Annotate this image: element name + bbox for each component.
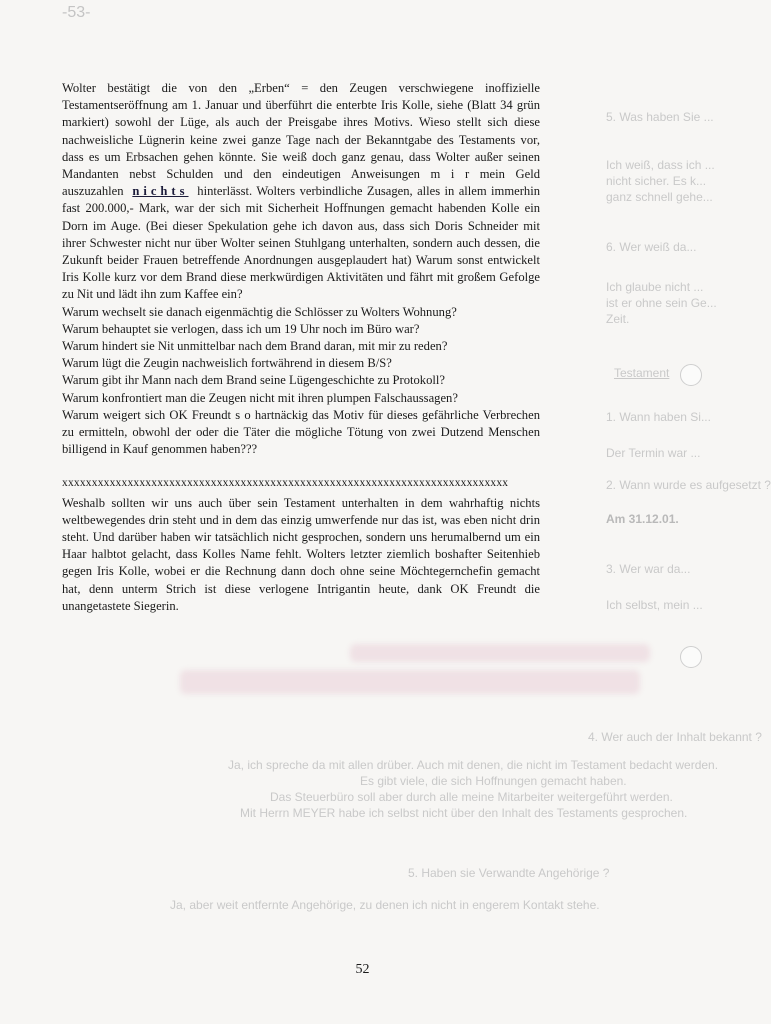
bleed-q5-answer-3: ganz schnell gehe... [606, 190, 713, 204]
bleed-q6: 6. Wer weiß da... [606, 240, 697, 254]
bleed-smudge-1 [350, 644, 650, 662]
main-text [62, 80, 540, 615]
bleed-q5: 5. Was haben Sie ... [606, 110, 714, 124]
bleed-t5-answer: Ja, aber weit entfernte Angehörige, zu denen ich nicht in engerem Kontakt stehe. [170, 898, 600, 912]
bleed-q6-answer-3: Zeit. [606, 312, 630, 326]
bleed-t4-answer-1: Ja, ich spreche da mit allen drüber. Auch mit denen, die nicht im Testament bedacht werden. [228, 758, 719, 772]
page-number: 52 [355, 962, 370, 977]
question-5: Warum gibt ihr Mann nach dem Brand seine Lügengeschichte zu Protokoll? [62, 373, 445, 388]
paragraph-1-part-1: Wolter bestätigt die von den „Erben“ = den Zeugen verschwiegene inoffizielle Testamentseröffnung am 1. Januar und überführt die enterbte Iris Kolle, siehe (Blatt 34 grün markiert) sowohl der Lüge, als auch der Preisgabe ihres Motivs. Wieso stellt sich diese nachweisliche Lügnerin keine zwei ganze Tage nach der Bekanntgabe des Testaments vor, dass es um Erbsachen gehen könnte. Sie weiß doch ganz genau, dass Wolter außer seinen Mandanten nebst Schulden und den eindeutigen Anweisungen m i r mein Geld auszuzahlen [62, 81, 540, 199]
bleed-t5: 5. Haben sie Verwandte Angehörige ? [408, 866, 610, 880]
question-4: Warum lügt die Zeugin nachweislich fortwährend in diesem B/S? [62, 356, 392, 371]
bleed-t4-answer-3: Das Steuerbüro soll aber durch alle meine Mitarbeiter weitergeführt werden. [270, 790, 673, 804]
question-3: Warum hindert sie Nit unmittelbar nach dem Brand daran, mit mir zu reden? [62, 339, 448, 354]
bleed-q5-answer-2: nicht sicher. Es k... [606, 174, 707, 188]
paragraph-1 [62, 80, 540, 304]
punch-hole-icon [680, 646, 702, 668]
punch-hole-icon [680, 364, 702, 386]
bleed-t3: 3. Wer war da... [606, 562, 691, 576]
question-2: Warum behauptet sie verlogen, dass ich um 19 Uhr noch im Büro war? [62, 321, 420, 336]
bleed-t4-answer-4: Mit Herrn MEYER habe ich selbst nicht über den Inhalt des Testaments gesprochen. [240, 806, 688, 820]
bleed-corner-mark: -53- [62, 4, 91, 21]
bleed-t1-answer: Der Termin war ... [606, 446, 701, 460]
question-last: Warum weigert sich OK Freundt s o hartnäckig das Motiv für dieses gefährliche Verbrechen zu ermitteln, obwohl der oder die Täter die mögliche Tötung von zwei Dutzend Menschen billigend in Kauf genommen haben??? [62, 407, 540, 457]
bleed-q6-answer-2: ist er ohne sein Ge... [606, 296, 717, 310]
bleed-smudge-2 [180, 670, 640, 694]
bleed-t2: 2. Wann wurde es aufgesetzt ? [606, 478, 771, 492]
emphasis-nichts: nichts [132, 184, 189, 199]
bleed-t4: 4. Wer auch der Inhalt bekannt ? [588, 730, 762, 744]
bleed-t2-answer: Am 31.12.01. [606, 512, 679, 526]
bleed-q6-answer-1: Ich glaube nicht ... [606, 280, 704, 294]
bleed-q5-answer-1: Ich weiß, dass ich ... [606, 158, 715, 172]
paragraph-2: Weshalb sollten wir uns auch über sein Testament unterhalten in dem wahrhaftig nichts weltbewegendes drin steht und in dem das einzig umwerfende nur das ist, was eben nicht drin steht. Und darüber haben wir tatsächlich nicht gesprochen, sondern uns herumalbernd um ein Haar halbtot gelacht, dass Kolles Name fehlt. Wolters letzter ziemlich boshafter Seitenhieb gegen Iris Kolle, wobei er die Rechnung dann doch ohne seine Möchtegernchefin gemacht hat, denn unterm Strich ist diese verlogene Intrigantin heute, dank OK Freundt die unangetastete Siegerin. [62, 495, 540, 613]
paragraph-1-part-2: hinterlässt. Wolters verbindliche Zusagen, alles in allem immerhin fast 200.000,- Mark, war der sich mit Sicherheit Hoffnungen gemacht habenden Kolle ein Dorn im Auge. (Bei dieser Spekulation gehe ich davon aus, dass sich Doris Schneider mit ihrer Schwester nicht nur über Wolter seinen Stuhlgang unterhalten, sondern auch dessen, die Zukunft beider Frauen betreffende Anordnungen ausgeplaudert hat) Warum sonst entwickelt Iris Kolle kurz vor dem Brand diese merkwürdigen Aktivitäten und fährt mit großem Gefolge zu Nit und lädt ihn zum Kaffee ein? [62, 184, 541, 302]
question-6: Warum konfrontiert man die Zeugen nicht mit ihren plumpen Falschaussagen? [62, 390, 458, 405]
bleed-t4-answer-2: Es gibt viele, die sich Hoffnungen gemacht haben. [360, 774, 627, 788]
bleed-section: Testament [614, 366, 670, 380]
question-1: Warum wechselt sie danach eigenmächtig die Schlösser zu Wolters Wohnung? [62, 304, 457, 319]
bleed-t1: 1. Wann haben Si... [606, 410, 711, 424]
bleed-t3-answer: Ich selbst, mein ... [606, 598, 703, 612]
separator-line: xxxxxxxxxxxxxxxxxxxxxxxxxxxxxxxxxxxxxxxxxxxxxxxxxxxxxxxxxxxxxxxxxxxxxxxxxxx [62, 477, 509, 490]
